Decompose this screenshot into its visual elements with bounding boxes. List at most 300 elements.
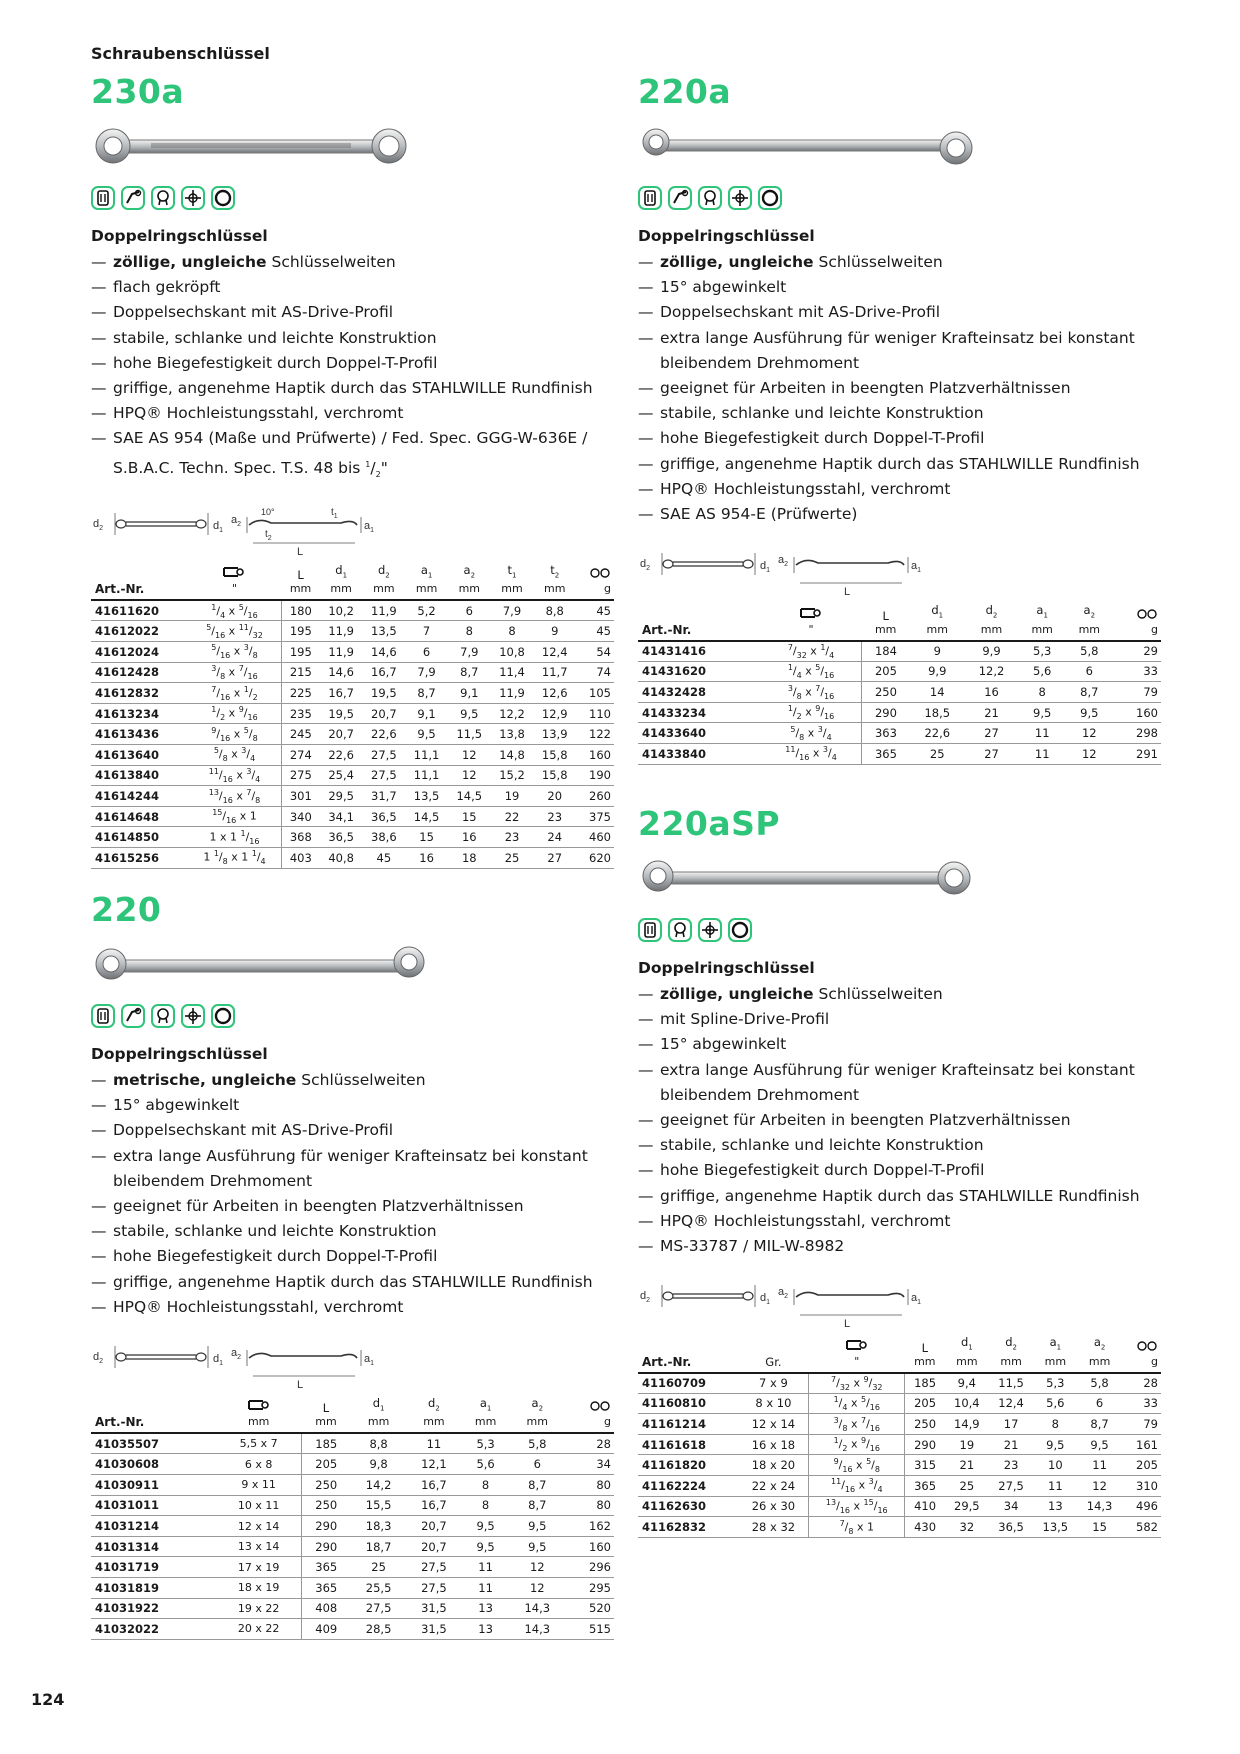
article-number: 41612428: [91, 662, 188, 683]
feature-item-text: hohe Biegefestigkeit durch Doppel-T-Profil: [113, 353, 438, 372]
diagram-line: [796, 561, 904, 566]
wrench-size-icon: [247, 1398, 271, 1412]
feature-item: [638, 1234, 1161, 1259]
dimension-cell: 15,2: [491, 765, 534, 786]
dimension-cell: 9,5: [462, 1516, 510, 1537]
size-mm-cell: 28 x 32: [738, 1517, 809, 1538]
weight-cell: 80: [565, 1495, 614, 1516]
column-header: $a_2$ mm: [1077, 1333, 1121, 1372]
wrench-230a-image: [91, 122, 421, 178]
diagram-line: [663, 560, 673, 568]
dimension-cell: 6: [448, 600, 491, 621]
weight-cell: 620: [576, 848, 614, 869]
weight-cell: 520: [565, 1598, 614, 1619]
dimension-cell: 6: [1066, 661, 1113, 682]
dimension-cell: 9,9: [910, 661, 964, 682]
dimension-cell: 195: [281, 621, 319, 642]
feature-item-text: HPQ® Hochleistungsstahl, verchromt: [113, 404, 404, 423]
feature-item-text: 15° abgewinkelt: [660, 278, 787, 297]
precision-icon: [181, 186, 205, 210]
column-header: $d_1$ mm: [945, 1333, 989, 1372]
dimension-cell: 250: [301, 1495, 351, 1516]
dimension-cell: 9,5: [448, 703, 491, 724]
size-mm-header: Gr.: [738, 1333, 809, 1372]
precision-icon: [698, 918, 722, 942]
feature-item: [638, 1058, 1161, 1108]
dimension-cell: 9,5: [462, 1536, 510, 1557]
dimension-cell: 365: [301, 1557, 351, 1578]
feature-item: [638, 1032, 1161, 1057]
dimension-cell: 301: [281, 786, 319, 807]
article-number: 41612024: [91, 642, 188, 663]
diagram-label: 10°: [261, 507, 275, 518]
dimension-cell: 8: [462, 1475, 510, 1496]
feature-item: [91, 1194, 614, 1219]
weight-cell: 260: [576, 786, 614, 807]
size-cell: 1 $^1/_8$ x 1 $^1/_4$: [188, 848, 282, 869]
angled-icon: [121, 186, 145, 210]
section-title: 220aSP: [638, 804, 781, 843]
feature-list: [638, 250, 1161, 527]
dimension-cell: 17: [989, 1414, 1033, 1435]
article-number: 41433840: [638, 744, 761, 765]
dimension-cell: 8,7: [510, 1495, 565, 1516]
dimension-cell: 12: [1077, 1476, 1121, 1497]
dimension-cell: 290: [301, 1516, 351, 1537]
dimension-cell: 11: [1077, 1455, 1121, 1476]
dimension-cell: 195: [281, 642, 319, 663]
ring-profile-icon: [728, 918, 752, 942]
weight-cell: 291: [1113, 744, 1161, 765]
dimension-cell: 11,5: [989, 1373, 1033, 1394]
dimension-cell: 14,5: [405, 806, 448, 827]
diagram-label: L: [844, 1318, 851, 1330]
section-220asp: [638, 804, 1161, 1538]
dimension-cell: 13: [462, 1619, 510, 1640]
feature-item: [91, 1244, 614, 1269]
feature-item-text: griffige, angenehme Haptik durch das STAHLWILLE Rundfinish: [660, 454, 1140, 473]
size-mm-cell: 7 x 9: [738, 1373, 809, 1394]
dimension-cell: 14,3: [510, 1619, 565, 1640]
weight-cell: 79: [1113, 682, 1161, 703]
drive-profile-icon: [638, 186, 662, 210]
size-mm-cell: 12 x 14: [738, 1414, 809, 1435]
column-header: $d_2$ mm: [406, 1394, 461, 1433]
size-mm-cell: 26 x 30: [738, 1496, 809, 1517]
size-cell: $^1/_2$ x $^9/_{16}$: [761, 702, 861, 723]
article-number: 41612832: [91, 683, 188, 704]
feature-item: [91, 300, 614, 325]
table-row: [91, 745, 614, 766]
feature-item: [638, 452, 1161, 477]
feature-item-text: stabile, schlanke und leichte Konstruktion: [113, 328, 437, 347]
dimension-diagram: [638, 1269, 1161, 1333]
dimension-cell: 9: [533, 621, 576, 642]
feature-item-emphasis: zöllige, ungleiche: [660, 985, 814, 1003]
article-number: 41613840: [91, 765, 188, 786]
size-cell: $^5/_{16}$ x $^{11}/_{32}$: [188, 621, 282, 642]
dimension-diagram: [91, 497, 614, 561]
table-row: [91, 1433, 614, 1454]
dimension-cell: 25: [910, 744, 964, 765]
diagram-label: $d_1$: [213, 520, 224, 535]
dimension-cell: 12,2: [964, 661, 1018, 682]
dimension-cell: 27: [964, 744, 1018, 765]
dimension-cell: 23: [491, 827, 534, 848]
feature-item: [91, 426, 614, 487]
dimension-cell: 12: [1066, 723, 1113, 744]
dimension-cell: 34,1: [320, 806, 363, 827]
size-cell: 17 x 19: [216, 1557, 301, 1578]
size-cell: 1 x 1 $^1/_{16}$: [188, 827, 282, 848]
feature-item-text: geeignet für Arbeiten in beengten Platzverhältnissen: [113, 1197, 524, 1216]
feature-item-text: mit Spline-Drive-Profil: [660, 1010, 830, 1029]
size-cell: 12 x 14: [216, 1516, 301, 1537]
quality-seal-icon: [151, 1004, 175, 1028]
article-number: 41613640: [91, 745, 188, 766]
dimension-cell: 27,5: [363, 745, 406, 766]
wrench-image: [91, 940, 614, 996]
wrench-220asp-image: [638, 854, 978, 910]
dimension-cell: 11: [1019, 744, 1066, 765]
spec-table-220a: [638, 601, 1161, 764]
diagram-line: [196, 1353, 206, 1361]
feature-list: [638, 982, 1161, 1259]
dimension-cell: 5,3: [1019, 641, 1066, 662]
angled-icon: [668, 186, 692, 210]
wrench-220a-image: [638, 122, 978, 178]
weight-icon: [1136, 1340, 1158, 1352]
column-header: $d_1$ mm: [910, 601, 964, 640]
dimension-cell: 180: [281, 600, 319, 621]
article-number-header: Art.-Nr.: [638, 601, 761, 640]
dimension-cell: 14,8: [491, 745, 534, 766]
spec-table-230a: [91, 561, 614, 869]
dimension-diagram-svg: [638, 1277, 938, 1329]
feature-item-text: geeignet für Arbeiten in beengten Platzverhältnissen: [660, 379, 1071, 398]
feature-item-text: Schlüsselweiten: [813, 253, 943, 271]
dimension-cell: 21: [945, 1455, 989, 1476]
page-number: 124: [31, 1690, 65, 1709]
table-row: [638, 1455, 1161, 1476]
feature-item-text: SAE AS 954 (Maße und Prüfwerte) / Fed. Spec. GGG-W-636E / S.B.A.C. Techn. Spec. T.S. 48 bis $^1/_2$": [113, 429, 588, 479]
table-row: [91, 1557, 614, 1578]
size-cell: $^1/_4$ x $^5/_{16}$: [761, 661, 861, 682]
dimension-cell: 6: [405, 642, 448, 663]
size-cell: $^1/_2$ x $^9/_{16}$: [809, 1434, 905, 1455]
diagram-label: $t_1$: [331, 507, 338, 521]
article-number-header: Art.-Nr.: [91, 1394, 216, 1433]
weight-cell: 29: [1113, 641, 1161, 662]
diagram-label: $a_1$: [364, 520, 375, 535]
dimension-cell: 31,5: [406, 1598, 461, 1619]
article-number: 41161618: [638, 1434, 738, 1455]
dimension-cell: 290: [905, 1434, 945, 1455]
dimension-cell: 5,6: [1019, 661, 1066, 682]
dimension-cell: 27,5: [406, 1577, 461, 1598]
dimension-cell: 25: [945, 1476, 989, 1497]
dimension-cell: 8,8: [351, 1433, 406, 1454]
weight-column-header: g: [1113, 601, 1161, 640]
column-header: L mm: [281, 561, 319, 600]
article-number: 41030608: [91, 1454, 216, 1475]
article-number: 41031011: [91, 1495, 216, 1516]
dimension-cell: 25: [351, 1557, 406, 1578]
size-mm-cell: 16 x 18: [738, 1434, 809, 1455]
size-cell: $^5/_{16}$ x $^3/_8$: [188, 642, 282, 663]
feature-item: [638, 1209, 1161, 1234]
dimension-cell: 8,7: [405, 683, 448, 704]
dimension-cell: 20,7: [406, 1536, 461, 1557]
column-header: $a_2$ mm: [510, 1394, 565, 1433]
table-row: [638, 702, 1161, 723]
dimension-cell: 9,5: [1066, 702, 1113, 723]
feature-item-text: HPQ® Hochleistungsstahl, verchromt: [660, 479, 951, 498]
dimension-cell: 9,1: [405, 703, 448, 724]
dimension-cell: 290: [301, 1536, 351, 1557]
article-number-header: Art.-Nr.: [638, 1333, 738, 1372]
weight-cell: 515: [565, 1619, 614, 1640]
quality-seal-icon: [151, 186, 175, 210]
dimension-cell: 225: [281, 683, 319, 704]
dimension-cell: 18,5: [910, 702, 964, 723]
dimension-cell: 8,7: [448, 662, 491, 683]
feature-item: [91, 326, 614, 351]
size-cell: 18 x 19: [216, 1577, 301, 1598]
feature-item-text: hohe Biegefestigkeit durch Doppel-T-Profil: [113, 1247, 438, 1266]
dimension-cell: 16: [964, 682, 1018, 703]
size-cell: 10 x 11: [216, 1495, 301, 1516]
article-number: 41431620: [638, 661, 761, 682]
dimension-cell: 5,2: [405, 600, 448, 621]
dimension-cell: 18,3: [351, 1516, 406, 1537]
feature-item: [638, 1108, 1161, 1133]
size-cell: 9 x 11: [216, 1475, 301, 1496]
feature-item-text: griffige, angenehme Haptik durch das STAHLWILLE Rundfinish: [113, 1272, 593, 1291]
angled-icon: [121, 1004, 145, 1028]
dimension-cell: 365: [861, 744, 910, 765]
size-cell: $^7/_{32}$ x $^1/_4$: [761, 641, 861, 662]
column-header: $a_1$ mm: [405, 561, 448, 600]
table-row: [638, 661, 1161, 682]
feature-item: [638, 401, 1161, 426]
dimension-cell: 11: [406, 1433, 461, 1454]
wrench-size-icon: [222, 565, 246, 579]
product-subhead: Doppelringschlüssel: [638, 959, 815, 977]
dimension-cell: 9,8: [351, 1454, 406, 1475]
dimension-cell: 27,5: [989, 1476, 1033, 1497]
diagram-label: $a_2$: [231, 514, 242, 529]
weight-cell: 79: [1122, 1414, 1161, 1435]
dimension-cell: 36,5: [363, 806, 406, 827]
size-cell: 6 x 8: [216, 1454, 301, 1475]
dimension-cell: 5,8: [1066, 641, 1113, 662]
weight-cell: 160: [1113, 702, 1161, 723]
feature-item-text: Schlüsselweiten: [266, 253, 396, 271]
feature-item-emphasis: zöllige, ungleiche: [660, 253, 814, 271]
dimension-cell: 13,9: [533, 724, 576, 745]
weight-cell: 460: [576, 827, 614, 848]
dimension-cell: 12: [1066, 744, 1113, 765]
dimension-cell: 8,7: [510, 1475, 565, 1496]
dimension-cell: 9: [910, 641, 964, 662]
dimension-cell: 409: [301, 1619, 351, 1640]
size-column-header: ": [809, 1333, 905, 1372]
dimension-cell: 6: [1077, 1393, 1121, 1414]
dimension-cell: 9,5: [405, 724, 448, 745]
dimension-cell: 5,6: [462, 1454, 510, 1475]
size-cell: $^5/_8$ x $^3/_4$: [761, 723, 861, 744]
table-row: [91, 827, 614, 848]
diagram-label: L: [297, 546, 304, 558]
dimension-cell: 12: [448, 765, 491, 786]
feature-item-text: extra lange Ausführung für weniger Krafteinsatz bei konstant bleibendem Drehmoment: [660, 1060, 1135, 1104]
dimension-cell: 185: [301, 1433, 351, 1454]
article-number: 41431416: [638, 641, 761, 662]
size-cell: $^7/_{16}$ x $^1/_2$: [188, 683, 282, 704]
dimension-cell: 340: [281, 806, 319, 827]
dimension-cell: 185: [905, 1373, 945, 1394]
feature-item: [91, 1295, 614, 1320]
dimension-cell: 32: [945, 1517, 989, 1538]
section-title: 230a: [91, 72, 185, 111]
table-row: [91, 703, 614, 724]
ring-profile-icon: [211, 186, 235, 210]
column-header: $d_1$ mm: [320, 561, 363, 600]
size-cell: $^3/_8$ x $^7/_{16}$: [761, 682, 861, 703]
dimension-cell: 18,7: [351, 1536, 406, 1557]
feature-item-text: Doppelsechskant mit AS-Drive-Profil: [660, 303, 941, 322]
article-number: 41162224: [638, 1476, 738, 1497]
feature-item: [91, 1270, 614, 1295]
table-row: [91, 724, 614, 745]
feature-item-text: 15° abgewinkelt: [660, 1035, 787, 1054]
dimension-cell: 5,8: [1077, 1373, 1121, 1394]
weight-cell: 105: [576, 683, 614, 704]
dimension-cell: 275: [281, 765, 319, 786]
table-row: [91, 1495, 614, 1516]
size-cell: 19 x 22: [216, 1598, 301, 1619]
size-cell: 20 x 22: [216, 1619, 301, 1640]
dimension-cell: 25: [491, 848, 534, 869]
dimension-cell: 24: [533, 827, 576, 848]
dimension-cell: 12,1: [406, 1454, 461, 1475]
weight-cell: 298: [1113, 723, 1161, 744]
size-cell: $^{11}/_{16}$ x $^3/_4$: [809, 1476, 905, 1497]
dimension-cell: 365: [905, 1476, 945, 1497]
dimension-cell: 5,3: [1033, 1373, 1077, 1394]
column-header: $a_2$ mm: [448, 561, 491, 600]
table-row: [91, 1475, 614, 1496]
dimension-cell: 7,9: [491, 600, 534, 621]
column-header: $t_1$ mm: [491, 561, 534, 600]
dimension-cell: 11,1: [405, 765, 448, 786]
feature-item: [91, 250, 614, 275]
article-number: 41614648: [91, 806, 188, 827]
diagram-label: $a_2$: [778, 554, 789, 569]
product-subhead: Doppelringschlüssel: [91, 227, 268, 245]
quality-seal-icon: [668, 918, 692, 942]
diagram-label: $a_1$: [911, 1292, 922, 1307]
article-number: 41614850: [91, 827, 188, 848]
column-header: L mm: [905, 1333, 945, 1372]
size-cell: $^9/_{16}$ x $^5/_8$: [809, 1455, 905, 1476]
table-row: [638, 1517, 1161, 1538]
article-number: 41614244: [91, 786, 188, 807]
dimension-cell: 8,8: [533, 600, 576, 621]
dimension-cell: 315: [905, 1455, 945, 1476]
article-number: 41432428: [638, 682, 761, 703]
article-number: 41161820: [638, 1455, 738, 1476]
dimension-cell: 11: [1033, 1476, 1077, 1497]
feature-item-text: Doppelsechskant mit AS-Drive-Profil: [113, 303, 394, 322]
dimension-cell: 274: [281, 745, 319, 766]
article-number: 41612022: [91, 621, 188, 642]
dimension-cell: 15: [448, 806, 491, 827]
feature-item-text: Schlüsselweiten: [296, 1071, 426, 1089]
diagram-line: [196, 520, 206, 528]
dimension-cell: 16: [405, 848, 448, 869]
size-cell: $^9/_{16}$ x $^5/_8$: [188, 724, 282, 745]
feature-item: [638, 1158, 1161, 1183]
article-number: 41031819: [91, 1577, 216, 1598]
dimension-cell: 250: [905, 1414, 945, 1435]
section-title: 220: [91, 890, 162, 929]
feature-item: [638, 477, 1161, 502]
dimension-cell: 19: [945, 1434, 989, 1455]
table-row: [91, 1598, 614, 1619]
feature-item-text: extra lange Ausführung für weniger Krafteinsatz bei konstant bleibendem Drehmoment: [113, 1146, 588, 1190]
feature-item-text: Doppelsechskant mit AS-Drive-Profil: [113, 1121, 394, 1140]
feature-item: [91, 1144, 614, 1194]
article-number: 41160709: [638, 1373, 738, 1394]
dimension-cell: 16,7: [406, 1495, 461, 1516]
feature-item: [638, 300, 1161, 325]
dimension-cell: 14,2: [351, 1475, 406, 1496]
dimension-cell: 15,8: [533, 745, 576, 766]
article-number: 41160810: [638, 1393, 738, 1414]
dimension-cell: 27,5: [406, 1557, 461, 1578]
column-header: $a_2$ mm: [1066, 601, 1113, 640]
size-cell: $^3/_8$ x $^7/_{16}$: [809, 1414, 905, 1435]
feature-item-text: griffige, angenehme Haptik durch das STAHLWILLE Rundfinish: [113, 379, 593, 398]
dimension-cell: 9,5: [510, 1536, 565, 1557]
feature-item: [638, 275, 1161, 300]
dimension-cell: 6: [510, 1454, 565, 1475]
dimension-cell: 11,4: [491, 662, 534, 683]
size-cell: $^1/_4$ x $^5/_{16}$: [188, 600, 282, 621]
page-header: Schraubenschlüssel: [91, 44, 270, 63]
size-cell: 5,5 x 7: [216, 1433, 301, 1454]
article-number: 41031719: [91, 1557, 216, 1578]
feature-icons: [91, 186, 614, 212]
feature-item: [91, 401, 614, 426]
dimension-cell: 19,5: [363, 683, 406, 704]
table-row: [91, 1577, 614, 1598]
dimension-cell: 12: [510, 1577, 565, 1598]
article-number: 41433640: [638, 723, 761, 744]
weight-cell: 496: [1122, 1496, 1161, 1517]
dimension-cell: 11,9: [320, 642, 363, 663]
feature-item: [638, 982, 1161, 1007]
feature-item-text: hohe Biegefestigkeit durch Doppel-T-Profil: [660, 429, 985, 448]
dimension-cell: 22,6: [320, 745, 363, 766]
feature-item-text: hohe Biegefestigkeit durch Doppel-T-Profil: [660, 1161, 985, 1180]
dimension-cell: 8: [448, 621, 491, 642]
dimension-cell: 19: [491, 786, 534, 807]
article-number: 41615256: [91, 848, 188, 869]
article-number: 41031214: [91, 1516, 216, 1537]
